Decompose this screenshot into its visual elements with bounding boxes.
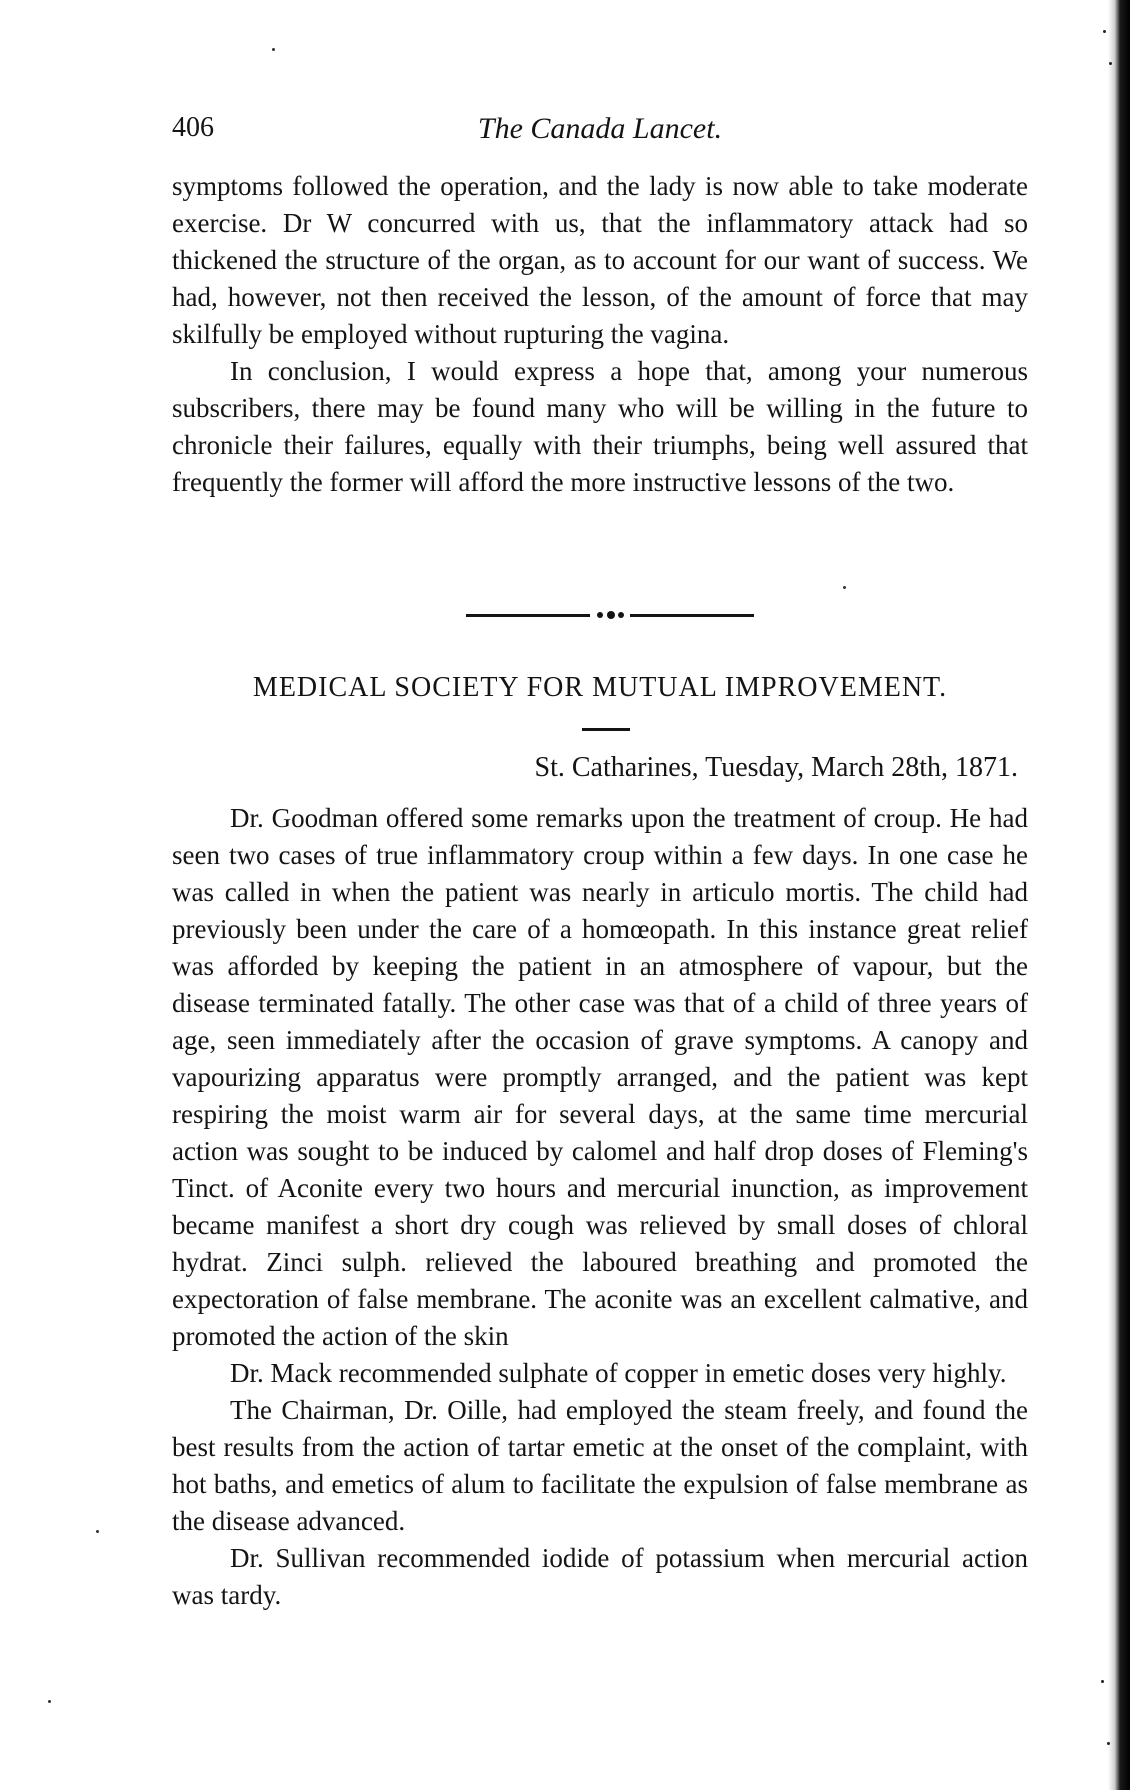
paragraph: The Chairman, Dr. Oille, had employed the steam freely, and found the best results from the action of tartar emetic at the onset of the complaint, with hot baths, and emetics of alum to facilitate the expulsion of false membrane as the disease advanced. (172, 1395, 1028, 1536)
article-conclusion (172, 168, 1028, 501)
scan-speck (272, 48, 275, 51)
paragraph: Dr. Mack recommended sulphate of copper in emetic doses very highly. (230, 1358, 1007, 1388)
scan-speck (843, 586, 846, 589)
scan-speck (96, 1530, 99, 1533)
paragraph: Dr. Sullivan recommended iodide of potassium when mercurial action was tardy. (172, 1543, 1028, 1610)
running-title: The Canada Lancet. (477, 112, 723, 145)
page-number: 406 (172, 112, 214, 143)
separator-line-right (630, 614, 754, 617)
page-edge-shadow (1108, 0, 1130, 1790)
page-header (172, 112, 1028, 152)
edge-speck (1103, 30, 1106, 33)
paragraph: Dr. Goodman offered some remarks upon the treatment of croup. He had seen two cases of true inflammatory croup within a few days. In one case he was called in when the patient was nearly in articulo mortis. The child had previously been under the care of a homœopath. In this instance great relief was afforded by keeping the patient in an atmosphere of vapour, but the disease terminated fatally. The other case was that of a child of three years of age, seen immediately after the occasion of grave symptoms. A canopy and vapourizing apparatus were promptly arranged, and the patient was kept respiring the moist warm air for several days, at the same time mercurial action was sought to be induced by calomel and half drop doses of Fleming's Tinct. of Aconite every two hours and mercurial inunction, as improvement became manifest a short dry cough was relieved by small doses of chloral hydrat. Zinci sulph. relieved the laboured breathing and promoted the expectoration of false membrane. The aconite was an excellent calmative, and promoted the action of the skin (172, 803, 1028, 1351)
society-proceedings (172, 800, 1028, 1614)
paragraph: symptoms followed the operation, and the lady is now able to take moderate exercise. Dr W concurred with us, that the inflammatory attack had so thickened the structure of the organ, as to account for our want of success. We had, however, not then received the lesson, of the amount of force that may skilfully be employed without rupturing the vagina. (172, 171, 1028, 349)
scan-speck (48, 1700, 51, 1703)
edge-speck (1109, 62, 1112, 65)
section-separator (466, 608, 754, 622)
section-heading: MEDICAL SOCIETY FOR MUTUAL IMPROVEMENT. (252, 672, 948, 703)
heading-rule (582, 728, 630, 731)
separator-ornament (596, 609, 624, 621)
edge-speck (1107, 1742, 1110, 1745)
paragraph: In conclusion, I would express a hope that, among your numerous subscribers, there may be found many who will be willing in the future to chronicle their failures, equally with their triumphs, being well assured that frequently the former will afford the more instructive lessons of the two. (172, 356, 1028, 497)
dateline: St. Catharines, Tuesday, March 28th, 1871. (534, 752, 1018, 783)
separator-line-left (466, 614, 590, 617)
edge-speck (1101, 1680, 1104, 1683)
